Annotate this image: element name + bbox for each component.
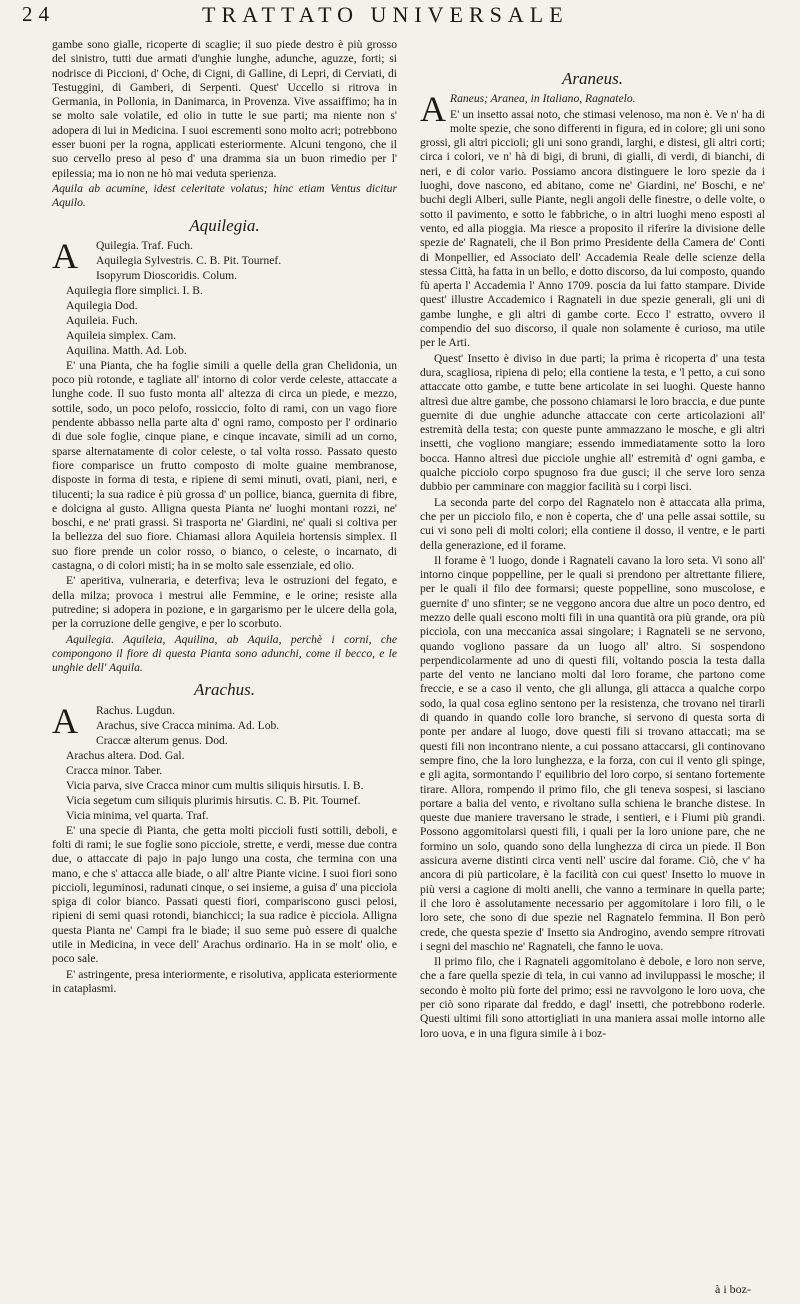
synonym: Vicia segetum cum siliquis plurimis hirsutis. C. B. Pit. Tournef. bbox=[66, 793, 361, 807]
aquila-etymology: Aquila ab acumine, idest celeritate volatus; hinc etiam Ventus dicitur Aquilo. bbox=[52, 181, 397, 210]
synonym: Aquileia. Fuch. bbox=[66, 313, 138, 327]
synonym: Aquilina. Matth. Ad. Lob. bbox=[66, 343, 187, 357]
right-column bbox=[420, 38, 765, 1042]
synonym-list-arachus bbox=[52, 700, 397, 823]
paragraph: E' astringente, presa interiormente, e risolutiva, applicata esteriormente in cataplasmi. bbox=[52, 967, 397, 995]
synonym: Arachus altera. Dod. Gal. bbox=[66, 748, 185, 762]
synonym: Aquilegia flore simplici. I. B. bbox=[66, 283, 203, 297]
synonym-list-aquilegia bbox=[52, 235, 397, 358]
entry-title-araneus: Araneus. bbox=[562, 69, 623, 88]
paragraph: Il forame è 'l luogo, donde i Ragnateli cavano la loro seta. Vi sono all' intorno cinque poppelline, per le quali si prendono per altrettante filiere, per le quali il filo dee formarsi; queste poppelline, sono muscolose, e guernite d' uno sfinter; se ne veggono ancora due altre un poco dentro, ed mezzo delle quali escono molti fili in una quantità ora più grande, ora più picciola, con una meccanica assai singolare; i Ragnateli se ne servono, quando vogliono passare da un luogo all' altro. Si sospendono perpendicolarmente ad uno di questi fili, voltando poscia la testa dalla parte del vento ne lanciano molti dal loro forame, che partono come freccie, e se a caso il vento, che gli allunga, gli attacca a qualche corpo sodo, la qual cosa eglino sentono per la resistenza, che trovano nel tirarli di quando in quando colle loro branche, si servono di questa sorta di ponte per andare al luogo, dove questi fili si trovano attaccati; ma se questi fili non incontrano niente, a cui possano attaccarsi, gli continovano sempre fino, che la loro lunghezza, e la forza, con cui il vento gli spinge, e gli agita, sormontando l' equilibrio del loro corpo, si sentano fortemente tirare. Allora, rompendo il primo filo, che gli teneva sospesi, si lasciano portare a balia del vento, e rivoltano sulla schiena le branche distese. In queste due maniere traversano le strade, i sentieri, e i Fiumi più grandi. Possono aggomitolarsi questi fili, i quali per la loro unione pare, che ne formino un solo, quando sono della lunghezza di circa un piede. Il Bon assicura averne distinti circa venti nell' uscire dal forame. Ciò, che v' ha ancora di più particolare, è la facilità con cui quest' Insetto lo muove in più versi a cagione di molti anelli, che vanno a terminare in quella parte; il che loro è assolutamente necessario per aggomitolare i loro fili, o le loro sete, che sono di due spezie nel Ragnatelo femmina. Il Bon però crede, che questa spezie d' Insetto sia Androgino, avendo sempre ritrovati i segni del maschio ne' Ragnateli, che fanno le uova. bbox=[420, 553, 765, 953]
drop-cap-a: A bbox=[420, 89, 446, 130]
drop-cap-a: A bbox=[52, 700, 78, 741]
page-header bbox=[22, 2, 792, 32]
paragraph: Aquilegia. Aquileia, Aquilina, ab Aquila, perchè i corni, che compongono il fiore di questa Pianta sono adunchi, come il becco, e le unghie dell' Aquila. bbox=[52, 632, 397, 675]
synonym: Arachus, sive Cracca minima. Ad. Lob. bbox=[96, 718, 280, 732]
paragraph: Quest' Insetto è diviso in due parti; la prima è ricoperta d' una testa dura, scagliosa, ripiena di pelo; ella contiene la testa, e 'l petto, a cui sono attaccate otto gambe, e tutte bene articolate in sei luoghi. Queste hanno altresì due altre gambe, che possono chiamarsi le loro braccia, e due punte guernite di due unghie adunche attaccate con certe articolazioni all' estremità della testa; con queste punte ammazzano le mosche, e gli altri insetti, che vogliono mangiare; essendo immediatamente sotto la loro bocca. Hanno altresì due picciole unghie all' estremità d' ogni gamba, e qualche picciolo corpo spugnoso fra due gusci; il che serve loro senza dubbio per camminare con maggior facilità su i corpi lisci. bbox=[420, 351, 765, 494]
synonym-line: Raneus; Aranea, in Italiano, Ragnatelo. bbox=[450, 92, 636, 106]
synonym: Vicia parva, sive Cracca minor cum multis siliquis hirsutis. I. B. bbox=[66, 778, 364, 792]
paragraph: E' una Pianta, che ha foglie simili a quelle della gran Chelidonia, un poco più rotonde, e tagliate all' intorno di color verde celeste, attaccate a lunghe code. Il suo fusto monta all' altezza di circa un piede, e mezzo, sottile, sodo, un poco pelofo, rossiccio, folto di rami, con un vago fiore pendente abbasso nella parte alta d' ogni ramo, composto per l' ordinario di due sole foglie, cinque piane, e cinque incavate, simili ad un corno, sparse alternatamente di color celeste, o tal volta rosso. Passato questo fiore comparisce un frutto composto di molte guaine membranose, disposte in forma di testa, e ripiene di semi minuti, ovati, piani, neri, e tilucenti; la sua radice è più grossa d' un pollice, bianca, guernita di fibre, e dolcigna al gusto. Alligna questa Pianta ne' luoghi montani rozzi, ne' boschi, e ne' prati grassi. Si trasporta ne' Giardini, ne' quali si coltiva per la bellezza del suo fiore. Chiamasi allora Aquileia hortensis simplex. Il suo fiore prende un color rosso, o bianco, o celeste, o incarnato, di castagna, o di colori misti; ha in se molto sale essenziale, ed olio. bbox=[52, 358, 397, 573]
synonym: Rachus. Lugdun. bbox=[96, 703, 175, 717]
entry-title-aquilegia: Aquilegia. bbox=[189, 215, 260, 235]
synonym: Craccæ alterum genus. Dod. bbox=[96, 733, 228, 747]
left-column bbox=[52, 38, 397, 997]
synonym: Vicia minima, vel quarta. Traf. bbox=[66, 808, 209, 822]
synonym: Aquilegia Dod. bbox=[66, 298, 138, 312]
synonym: Quilegia. Traf. Fuch. bbox=[96, 238, 193, 252]
paragraph: E' un insetto assai noto, che stimasi velenoso, ma non è. Ve n' ha di molte spezie, che sono differenti in figura, ed in colore; gli uni sono grossi, gli altri piccioli; gli uni sono grandi, larghi, e distesi, gli altri corti; circa i colori, ve n' hà di bigi, di bruni, di gialli, di verdi, di bianchi, di neri, e di color vario. Possiamo ancora distinguere le loro spezie da i luoghi, dove nascono, ed abitano, come ne' Giardini, ne' Boschi, e ne' buchi degli Alberi, sulle Piante, negli angoli delle finestre, o delle volte, o sotto il pavimento, e sotto le fabbriche, o in altri luoghi meno esposti al vento, ed alla pioggia. Ma riesce a proposito il riferire la divisione delle spezie de' Ragnateli, che il Bon primo Presidente della Camera de' Conti di Monpellier, ed Associato dell' Accademia Reale delle scienze della stessa Città, ha fatta in un bello, e dotto discorso, da lui composto, quando fù aperta l' Accademia l' Anno 1709. poscia da lui fatto stampare. Divide quest' illustre Accademico i Ragnateli in due spezie generali, gli uni di gambe lunghe, e gli altri di gambe corte. Ecco l' estratto, ovvero il compendio del suo discorso, il quale non solamente è curioso, ma utile per le Arti. bbox=[420, 107, 765, 350]
paragraph: La seconda parte del corpo del Ragnatelo non è attaccata alla prima, che per un picciolo filo, e non è coperta, che d' una pelle assai sottile, su cui vi sono peli di molti colori; ella contiene il dosso, il ventre, e le parti della generazione, ed il forame. bbox=[420, 495, 765, 552]
paragraph: E' aperitiva, vulneraria, e deterfiva; leva le ostruzioni del fegato, e della milza; provoca i mestrui alle Femmine, e le orine; resiste alla putredine; si adopera in pozione, e in gargarismo per le ulcere della gola, per la corruzione delle gengive, e per lo scorbuto. bbox=[52, 574, 397, 631]
page-number: 24 bbox=[22, 2, 55, 26]
synonym: Isopyrum Dioscoridis. Colum. bbox=[96, 268, 238, 282]
catchword: à i boz- bbox=[715, 1282, 751, 1296]
synonym: Aquileia simplex. Cam. bbox=[66, 328, 177, 342]
synonym: Cracca minor. Taber. bbox=[66, 763, 163, 777]
paragraph: Il primo filo, che i Ragnateli aggomitolano è debole, e loro non serve, che a fare quella spezie di tela, in cui vanno ad inviluppassi le mosche; il secondo è molto più forte del primo; essi ne ravvolgono le loro uova, che per ciò sono riparate dal freddo, e dagl' insetti, che potrebbono roderle. Questi ultimi fili sono attortigliati in una maniera assai molle intorno alle loro uova, e in una figura simile à i boz- bbox=[420, 955, 765, 1040]
entry-title-arachus: Arachus. bbox=[194, 680, 255, 700]
drop-cap-a: A bbox=[52, 235, 78, 276]
paragraph: E' una specie di Pianta, che getta molti piccioli fusti sottili, deboli, e folti di rami; le sue foglie sono picciole, strette, e verdi, messe due contra due, o attaccate di pajo in pajo lungo una costa, che termina con una mano, e che s' attacca alle biade, o all' altre Piante vicine. I suoi fiori sono piccioli, leguminosi, radunati cinque, o sei insieme, a guisa d' una picciola spiga di color bianco. Passati questi fiori, compariscono gusci pelosi, ripieni di semi quasi rotondi, bianchicci; la sua radice è picciola. Alligna questa Pianta ne' Campi fra le biade; il suo seme può essere di qualche utile in Medicina, in vece dell' Arachus ordinario. Ha in se molt' olio, e poco sale. bbox=[52, 823, 397, 966]
running-title: TRATTATO UNIVERSALE bbox=[202, 2, 569, 27]
paragraph: gambe sono gialle, ricoperte di scaglie; il suo piede destro è più grosso del sinistro, tutti due armati d'unghie lunghe, adunche, aguzze, forti; si nodrisce di Piccioni, d' Oche, di Cigni, di Galline, di Lepri, di Cerviati, di Testuggini, di Gamberi, di Serpenti. Quest' Uccello si ritrova in Germania, in Pollonia, in Danimarca, in Provenza. Vive assaiffimo; ha in se molto sale volatile, ed olio in tutte le sue parti; ma niente non s' adopera di lui in Medicina. I suoi escrementi sono molto acri; potrebbono esser buoni per la rogna, applicati esteriormente. Alcuni tengono, che il suo cervello preso al peso d' una dramma sia un buon rimedio per l' epilessia; ma io non ne hò mai veduta sperienza. bbox=[52, 38, 397, 180]
synonym: Aquilegia Sylvestris. C. B. Pit. Tournef. bbox=[96, 253, 282, 267]
